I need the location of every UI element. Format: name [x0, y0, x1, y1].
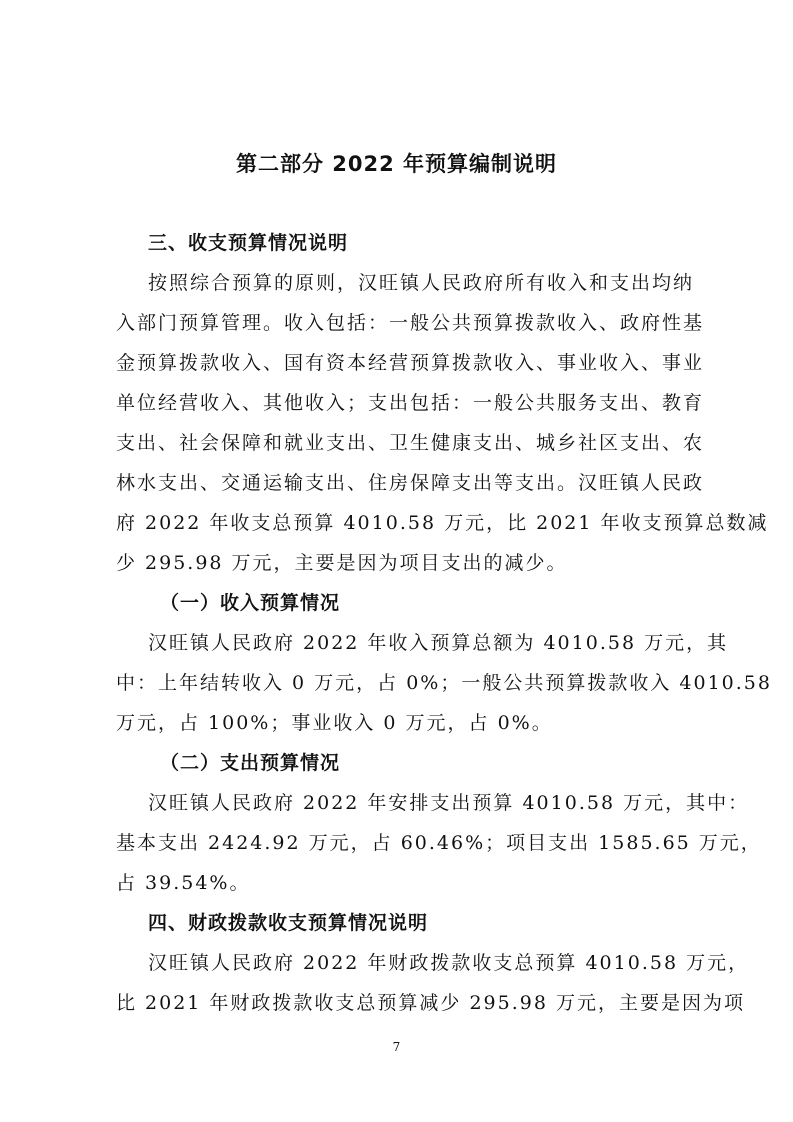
paragraph-line: 入部门预算管理。收入包括：一般公共预算拨款收入、政府性基 [116, 312, 705, 334]
paragraph-line: 支出、社会保障和就业支出、卫生健康支出、城乡社区支出、农 [116, 432, 705, 454]
paragraph-line: 单位经营收入、其他收入；支出包括：一般公共服务支出、教育 [116, 392, 705, 414]
page-title: 第二部分 2022 年预算编制说明 [235, 152, 558, 176]
page-number: 7 [392, 1040, 401, 1054]
paragraph-line: 基本支出 2424.92 万元，占 60.46%；项目支出 1585.65 万元， [116, 832, 762, 854]
income-heading: （一）收入预算情况 [160, 592, 341, 614]
paragraph-line: 少 295.98 万元，主要是因为项目支出的减少。 [116, 552, 568, 574]
paragraph-line: 汉旺镇人民政府 2022 年财政拨款收支总预算 4010.58 万元， [148, 952, 750, 974]
paragraph-line: 中：上年结转收入 0 万元，占 0%；一般公共预算拨款收入 4010.58 [116, 672, 772, 694]
paragraph-line: 林水支出、交通运输支出、住房保障支出等支出。汉旺镇人民政 [116, 472, 705, 494]
paragraph-line: 汉旺镇人民政府 2022 年安排支出预算 4010.58 万元，其中： [148, 792, 750, 814]
paragraph-line: 汉旺镇人民政府 2022 年收入预算总额为 4010.58 万元，其 [148, 632, 729, 654]
paragraph-line: 占 39.54%。 [116, 872, 251, 894]
expense-heading: （二）支出预算情况 [160, 752, 341, 774]
section-4-heading: 四、财政拨款收支预算情况说明 [148, 912, 429, 934]
paragraph-line: 比 2021 年财政拨款收支总预算减少 295.98 万元，主要是因为项 [116, 992, 745, 1014]
paragraph-line: 金预算拨款收入、国有资本经营预算拨款收入、事业收入、事业 [116, 352, 705, 374]
paragraph-line: 万元，占 100%；事业收入 0 万元，占 0%。 [116, 712, 553, 734]
paragraph-line: 府 2022 年收支总预算 4010.58 万元，比 2021 年收支预算总数减 [116, 512, 769, 534]
section-3-heading: 三、收支预算情况说明 [148, 232, 349, 254]
paragraph-line: 按照综合预算的原则，汉旺镇人民政府所有收入和支出均纳 [148, 272, 695, 294]
